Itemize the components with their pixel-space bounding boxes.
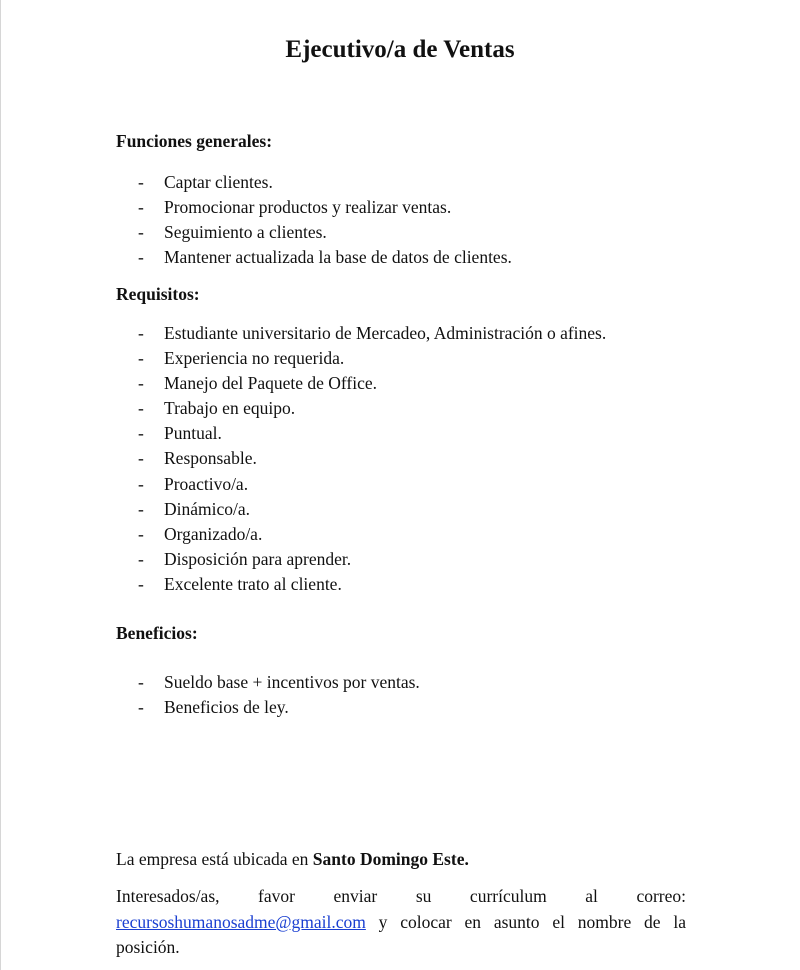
list-item: - Proactivo/a. — [138, 472, 606, 497]
dash-marker: - — [138, 348, 144, 369]
email-link[interactable]: recursoshumanosadme@gmail.com — [116, 911, 366, 932]
page-left-edge — [0, 0, 1, 970]
list-beneficios — [138, 670, 420, 720]
dash-marker: - — [138, 323, 144, 343]
dash-marker: - — [138, 398, 144, 419]
location-name: Santo Domingo Este. — [312, 849, 469, 869]
dash-marker: - — [138, 423, 144, 444]
list-requisitos — [138, 321, 606, 597]
list-item: - Experiencia no requerida. — [138, 346, 606, 371]
dash-marker: - — [138, 548, 144, 569]
dash-marker: - — [138, 672, 144, 692]
dash-marker: - — [138, 247, 144, 268]
dash-marker: - — [138, 197, 144, 218]
dash-marker: - — [138, 222, 144, 243]
list-item: - Puntual. — [138, 421, 606, 446]
list-item: - Estudiante universitario de Mercadeo, Administración o afines. — [138, 321, 606, 346]
page-title: Ejecutivo/a de Ventas — [285, 36, 515, 63]
list-item: - Disposición para aprender. — [138, 547, 606, 572]
list-item: - Mantener actualizada la base de datos de clientes. — [138, 245, 512, 270]
section-heading-funciones: Funciones generales: — [116, 131, 273, 151]
location-paragraph: La empresa está ubicada en Santo Domingo Este. — [116, 849, 469, 869]
list-item: - Excelente trato al cliente. — [138, 572, 606, 597]
list-item: - Organizado/a. — [138, 522, 606, 547]
dash-marker: - — [138, 172, 144, 192]
dash-marker: - — [138, 523, 144, 544]
list-item: - Dinámico/a. — [138, 497, 606, 522]
list-funciones — [138, 170, 512, 270]
dash-marker: - — [138, 373, 144, 394]
dash-marker: - — [138, 573, 144, 594]
contact-paragraph: Interesados/as, favor enviar su currículum al correo: recursoshumanosadme@gmail.com y colocar en asunto el nombre de la posición. — [116, 886, 686, 957]
dash-marker: - — [138, 697, 144, 718]
list-item: - Sueldo base + incentivos por ventas. — [138, 670, 420, 695]
section-heading-beneficios: Beneficios: — [116, 623, 198, 643]
dash-marker: - — [138, 473, 144, 494]
list-item: - Promocionar productos y realizar ventas. — [138, 195, 512, 220]
section-heading-requisitos: Requisitos: — [116, 284, 200, 304]
list-item: - Responsable. — [138, 446, 606, 471]
dash-marker: - — [138, 448, 144, 469]
list-item: - Trabajo en equipo. — [138, 396, 606, 421]
list-item: - Manejo del Paquete de Office. — [138, 371, 606, 396]
dash-marker: - — [138, 498, 144, 519]
list-item: - Beneficios de ley. — [138, 695, 420, 720]
list-item: - Captar clientes. — [138, 170, 512, 195]
list-item: - Seguimiento a clientes. — [138, 220, 512, 245]
